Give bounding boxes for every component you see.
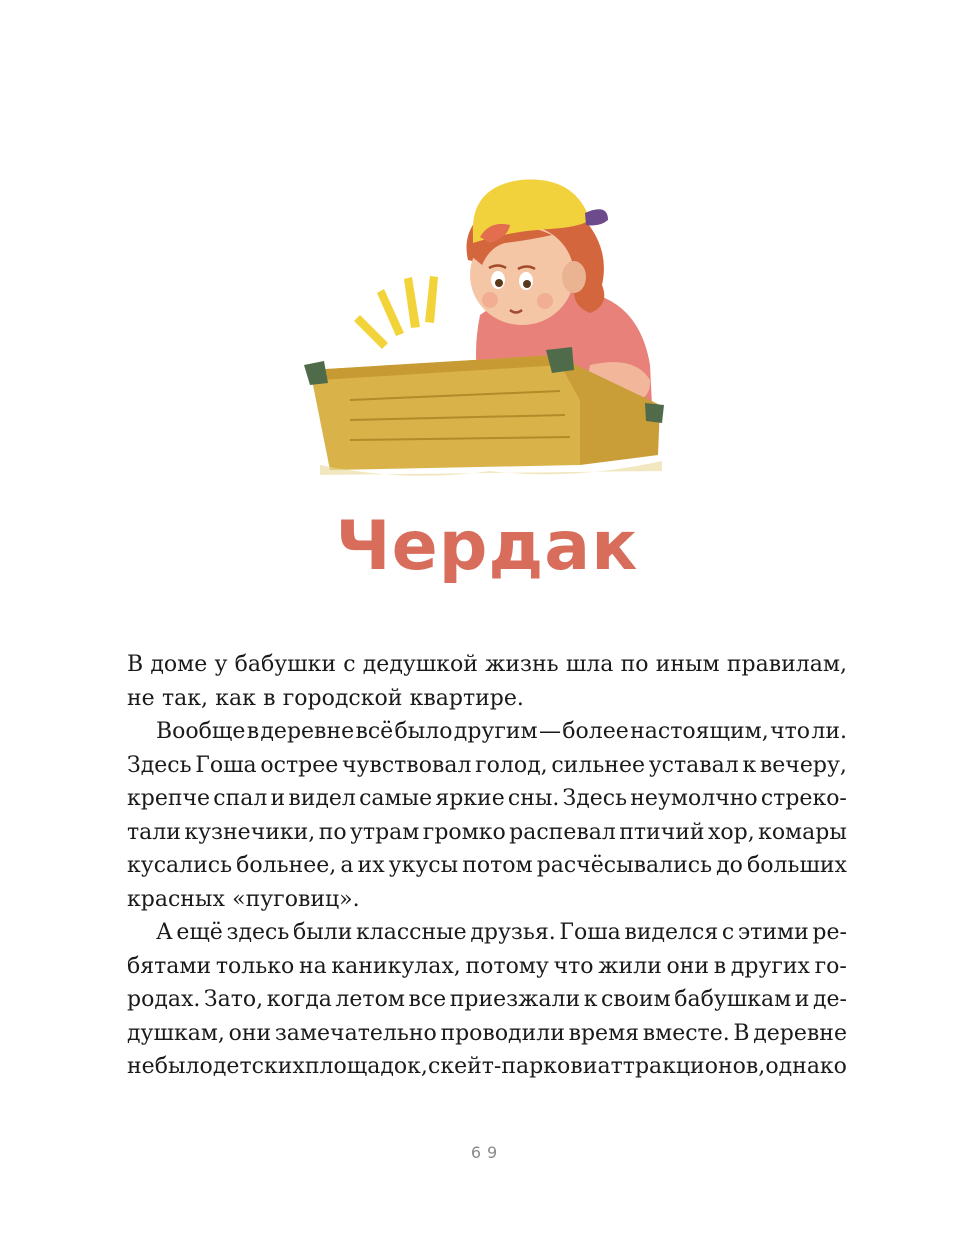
body-text — [127, 648, 847, 1084]
text-line: кусались больнее, а их укусы потом расчёсывались до больших — [127, 853, 847, 878]
text-line: не было детских площадок, скейт-парков и аттракционов, однако — [127, 1054, 847, 1079]
boy-cap-visor — [585, 209, 608, 225]
text-line: бятами только на каникулах, потому что жили они в других го- — [127, 953, 847, 979]
text-line: В доме у бабушки с дедушкой жизнь шла по иным правилам, — [127, 652, 847, 677]
text-line: крепче спал и видел самые яркие сны. Здесь неумолчно стреко- — [127, 786, 847, 811]
text-line: красных «пуговиц». — [127, 886, 360, 912]
text-line: не так, как в городской квартире. — [127, 685, 524, 711]
boy-opening-chest-illustration — [290, 165, 680, 485]
text-line: А ещё здесь были классные друзья. Гоша виделся с этими ре- — [156, 920, 847, 945]
text-line: Здесь Гоша острее чувствовал голод, сильнее уставал к вечеру, — [127, 752, 847, 778]
text-line: душкам, они замечательно проводили время вместе. В деревне — [127, 1020, 847, 1046]
boy-cheek — [537, 293, 553, 309]
text-line: тали кузнечики, по утрам громко распевал птичий хор, комары — [127, 819, 847, 845]
excitement-strokes — [354, 276, 438, 349]
boy-ear — [562, 261, 586, 293]
chapter-title: Чердак — [335, 507, 639, 586]
text-line: Вообще в деревне всё было другим — более настоящим, что ли. — [156, 719, 847, 744]
boy-cheek — [482, 292, 498, 308]
page-number: 69 — [470, 1143, 504, 1162]
text-line: родах. Зато, когда летом все приезжали к своим бабушкам и де- — [127, 987, 847, 1012]
